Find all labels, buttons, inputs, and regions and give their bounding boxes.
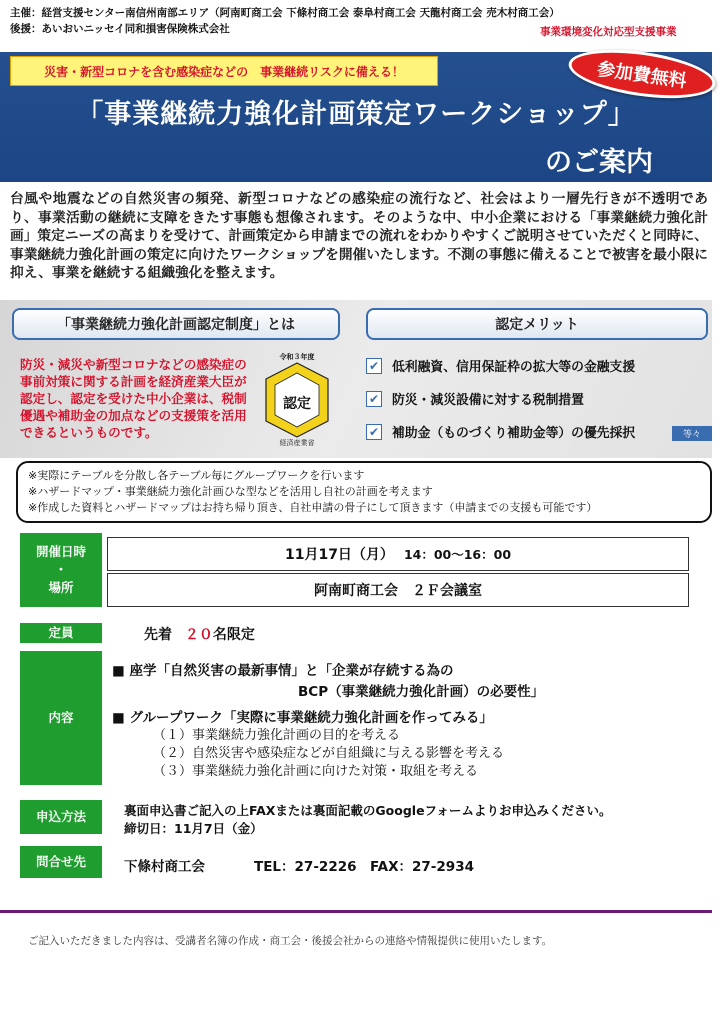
merit-text: 低利融資、信用保証枠の拡大等の金融支援 <box>392 360 636 375</box>
application-label: 申込方法 <box>20 800 102 834</box>
event-place: 阿南町商工会 ２Ｆ会議室 <box>314 583 482 599</box>
page-title: 「事業継続力強化計画策定ワークショップ」 <box>76 99 636 130</box>
certification-heading-text: 「事業継続力強化計画認定制度」とは <box>57 317 295 333</box>
merit-item-1 <box>366 356 635 375</box>
content-label: 内容 <box>20 651 102 785</box>
application-deadline: 締切日：11月7日（金） <box>124 821 263 836</box>
step-2: （２）自然災害や感染症などが自組織に与える影響を考える <box>153 746 505 761</box>
seal-year: 令和３年度 <box>279 353 315 361</box>
sponsor-line: 後援：あいおいニッセイ同和損害保険株式会社 <box>10 23 230 35</box>
check-icon: ✔ <box>366 358 382 374</box>
merits-heading <box>366 308 708 340</box>
contact-phone-fax: TEL：27-2226 FAX：27-2934 <box>254 859 474 875</box>
etc-badge: 等々 <box>672 426 712 441</box>
tagline-text: 災害・新型コロナを含む感染症などの 事業継続リスクに備える！ <box>44 64 404 79</box>
certification-seal-icon <box>258 350 336 448</box>
contact-org: 下條村商工会 <box>124 859 205 875</box>
note-line: ※作成した資料とハザードマップはお持ち帰り頂き、自社申請の骨子にして頂きます（申請までの支援も可能です） <box>28 501 598 514</box>
capacity-number: ２０ <box>184 627 213 643</box>
event-date: 11月17日（月） <box>284 547 394 563</box>
intro-paragraph: 台風や地震などの自然災害の頻発、新型コロナなどの感染症の流行など、社会はより一層先行きが不透明であり、事業活動の継続に支障をきたす事態も想像されます。そのような中、中小企業における「事業継続力強化計画」策定ニーズの高まりを受けて、計画策定から申請までの流れをわかりやすくご説明させていただくと同時に、事業継続力強化計画の策定に向けたワークショップを開催いたします。不測の事態に備えることで被害を最小限に抑え、事業を継続する組織強化を整えます。 <box>10 191 708 281</box>
check-icon: ✔ <box>366 391 382 407</box>
merit-item-3 <box>366 422 635 441</box>
application-method: 裏面申込書ご記入の上FAXまたは裏面記載のGoogleフォームよりお申込みください。 <box>124 803 612 818</box>
group-work-line: ■ グループワーク「実際に事業継続力強化計画を作ってみる」 <box>112 710 493 726</box>
step-3: （３）事業継続力強化計画に向けた対策・取組を考える <box>153 764 479 779</box>
merit-item-2 <box>366 389 584 408</box>
footer-divider <box>0 910 712 913</box>
capacity-label: 定員 <box>20 623 102 643</box>
lecture-line-2: BCP（事業継続力強化計画）の必要性」 <box>298 684 545 700</box>
date-box <box>107 537 689 571</box>
lecture-line-1: ■ 座学「自然災害の最新事情」と「企業が存続する為の <box>112 663 454 679</box>
step-1: （１）事業継続力強化計画の目的を考える <box>153 728 401 743</box>
certification-heading <box>12 308 340 340</box>
page-title-suffix: のご案内 <box>545 147 653 178</box>
notes-box <box>16 461 712 523</box>
capacity-prefix: 先着 <box>144 627 172 643</box>
note-line: ※ハザードマップ・事業継続力強化計画ひな型などを活用し自社の計画を考えます <box>28 485 433 498</box>
program-tag: 事業環境変化対応型支援事業 <box>540 26 677 38</box>
certification-description: 防災・減災や新型コロナなどの感染症の事前対策に関する計画を経済産業大臣が認定し、認定を受けた中小企業は、税制優遇や補助金の加点などの支援策を活用できるというものです。 <box>20 357 247 440</box>
check-icon: ✔ <box>366 424 382 440</box>
seal-ministry: 経済産業省 <box>279 439 315 447</box>
capacity-text <box>144 624 255 644</box>
privacy-note: ご記入いただきました内容は、受講者名簿の作成・商工会・後援会社からの連絡や情報提供に使用いたします。 <box>28 935 553 947</box>
merit-text: 防災・減災設備に対する税制措置 <box>392 393 584 408</box>
free-badge-text: 参加費無料 <box>595 58 688 93</box>
schedule-label: 開催日時 ・ 場所 <box>20 533 102 607</box>
seal-center: 認定 <box>283 396 311 412</box>
merits-heading-text: 認定メリット <box>495 317 579 333</box>
note-line: ※実際にテーブルを分散し各テーブル毎にグループワークを行います <box>28 469 365 482</box>
organizer-line: 主催：経営支援センター南信州南部エリア（阿南町商工会 下條村商工会 泰阜村商工会 天龍村商工会 売木村商工会） <box>10 7 560 19</box>
capacity-suffix: 名限定 <box>212 627 255 643</box>
place-box <box>107 573 689 607</box>
tagline-box <box>10 56 438 86</box>
event-time: 14：00～16：00 <box>403 547 512 562</box>
merit-text: 補助金（ものづくり補助金等）の優先採択 <box>392 426 636 441</box>
contact-label: 問合せ先 <box>20 846 102 878</box>
